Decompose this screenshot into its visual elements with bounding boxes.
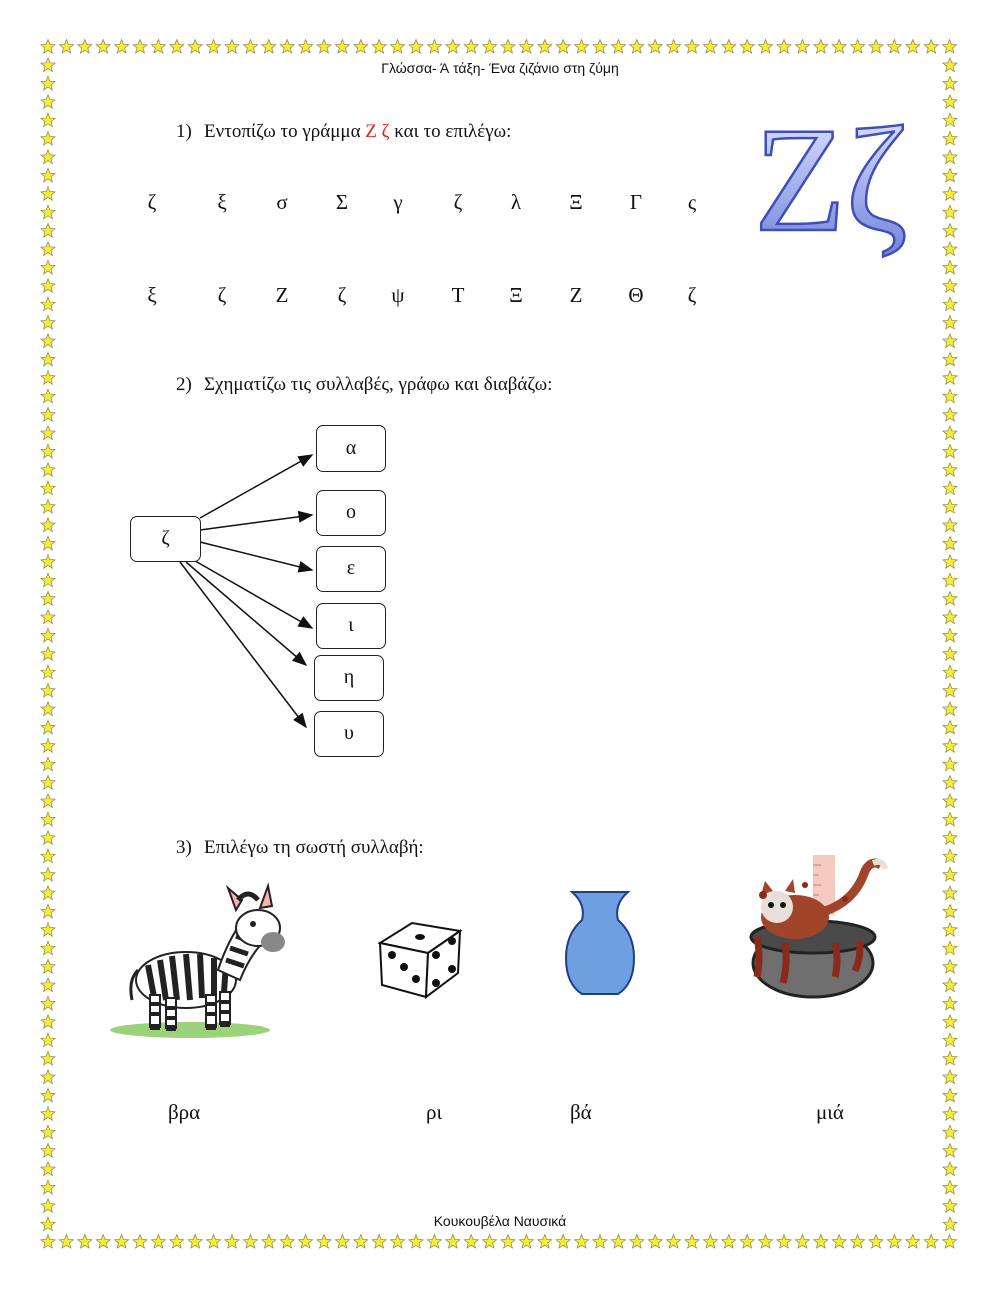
letter-choice[interactable]: Θ — [628, 283, 644, 307]
border-star — [501, 1235, 515, 1249]
border-star — [943, 242, 957, 256]
border-star — [299, 1235, 313, 1249]
border-star — [943, 573, 957, 587]
border-star — [78, 1235, 92, 1249]
syllable-target-box[interactable] — [316, 425, 386, 472]
border-star — [943, 1015, 957, 1029]
syllable-target-box[interactable] — [316, 603, 386, 649]
border-star — [41, 868, 55, 882]
border-star — [943, 76, 957, 90]
border-star — [225, 1235, 239, 1249]
letter-choice[interactable]: ψ — [391, 283, 405, 307]
border-star — [41, 1199, 55, 1213]
border-star — [611, 1235, 625, 1249]
letter-choice[interactable]: Ζ — [275, 283, 289, 307]
decor-zeta-letters — [748, 100, 918, 275]
border-star — [814, 1235, 828, 1249]
border-star — [575, 40, 589, 54]
border-star — [777, 1235, 791, 1249]
border-star — [648, 1235, 662, 1249]
border-star — [943, 923, 957, 937]
border-star — [299, 40, 313, 54]
border-star — [722, 40, 736, 54]
syllable-source-box[interactable] — [130, 516, 201, 562]
border-star — [41, 1015, 55, 1029]
exercise1-suffix: και το επιλέγω: — [389, 121, 512, 142]
border-star — [41, 168, 55, 182]
border-star — [41, 389, 55, 403]
border-star — [41, 132, 55, 146]
border-star — [943, 1162, 957, 1176]
border-star — [943, 481, 957, 495]
border-star — [115, 1235, 129, 1249]
border-star — [943, 334, 957, 348]
border-star — [41, 426, 55, 440]
border-star — [41, 224, 55, 238]
exercise2-text: Σχηματίζω τις συλλαβές, γράφω και διαβάζω: — [204, 374, 553, 395]
border-star — [446, 1235, 460, 1249]
border-star — [943, 1052, 957, 1066]
border-star — [795, 40, 809, 54]
border-star — [354, 40, 368, 54]
border-star — [41, 1033, 55, 1047]
border-star — [740, 1235, 754, 1249]
border-star — [41, 536, 55, 550]
border-star — [685, 1235, 699, 1249]
border-star — [943, 1144, 957, 1158]
border-star — [96, 1235, 110, 1249]
border-star — [41, 1088, 55, 1102]
border-star — [59, 1235, 73, 1249]
border-star — [943, 555, 957, 569]
border-star — [151, 1235, 165, 1249]
exercise1-prefix: Εντοπίζω το γράμμα — [204, 121, 366, 142]
exercise1-highlight: Ζ ζ — [365, 121, 390, 142]
letter-choice[interactable]: Γ — [629, 190, 643, 214]
border-star — [943, 996, 957, 1010]
border-star — [41, 1180, 55, 1194]
border-star — [575, 1235, 589, 1249]
border-star — [906, 40, 920, 54]
border-star — [225, 40, 239, 54]
border-star — [943, 224, 957, 238]
border-star — [41, 1125, 55, 1139]
border-star — [41, 776, 55, 790]
letter-choice[interactable]: γ — [393, 190, 403, 214]
border-star — [906, 1235, 920, 1249]
border-star — [188, 1235, 202, 1249]
border-star — [943, 1033, 957, 1047]
border-star — [41, 886, 55, 900]
border-star — [41, 573, 55, 587]
border-star — [243, 40, 257, 54]
border-star — [943, 260, 957, 274]
border-star — [78, 40, 92, 54]
border-star — [832, 40, 846, 54]
syllable-target-letter: ε — [346, 557, 356, 579]
border-star — [41, 279, 55, 293]
border-star — [446, 40, 460, 54]
border-star — [943, 868, 957, 882]
border-star — [41, 1107, 55, 1121]
zebra-picture — [108, 880, 288, 1045]
border-star — [41, 76, 55, 90]
border-star — [170, 1235, 184, 1249]
border-star — [943, 720, 957, 734]
border-star — [943, 941, 957, 955]
border-star — [943, 389, 957, 403]
syllable-target-letter: ο — [346, 501, 356, 523]
border-star — [943, 168, 957, 182]
syllable-arrow — [180, 562, 306, 727]
letter-choice[interactable]: λ — [510, 190, 522, 214]
border-star — [41, 297, 55, 311]
border-star — [943, 647, 957, 661]
syllable-target-box[interactable] — [316, 490, 386, 536]
border-star — [41, 40, 55, 54]
header-title: Γλώσσα- Ά τάξη- Ένα ζιζάνιο στη ζύμη — [381, 60, 619, 76]
cat-in-pot-picture — [735, 855, 895, 1000]
border-star — [814, 40, 828, 54]
border-star — [538, 40, 552, 54]
border-star — [943, 444, 957, 458]
border-star — [943, 978, 957, 992]
letter-choice[interactable]: σ — [276, 190, 288, 214]
exercise2-number: 2) — [176, 374, 192, 395]
border-star — [943, 518, 957, 532]
letter-choice[interactable]: ς — [687, 190, 697, 214]
border-star — [41, 113, 55, 127]
border-star — [280, 1235, 294, 1249]
syllable-word[interactable]: βά — [570, 1100, 592, 1124]
exercise2-title — [176, 374, 552, 396]
border-star — [943, 500, 957, 514]
border-star — [280, 40, 294, 54]
border-star — [943, 150, 957, 164]
border-star — [41, 849, 55, 863]
letter-choice[interactable]: Ξ — [569, 190, 583, 214]
border-star — [943, 592, 957, 606]
border-star — [593, 40, 607, 54]
syllable-target-box[interactable] — [314, 711, 384, 757]
border-star — [667, 1235, 681, 1249]
border-star — [943, 702, 957, 716]
border-star — [869, 1235, 883, 1249]
border-star — [41, 187, 55, 201]
border-star — [41, 720, 55, 734]
border-star — [41, 334, 55, 348]
border-star — [41, 1144, 55, 1158]
border-star — [41, 978, 55, 992]
border-star — [372, 40, 386, 54]
border-star — [317, 1235, 331, 1249]
border-star — [593, 1235, 607, 1249]
border-star — [556, 1235, 570, 1249]
border-star — [41, 812, 55, 826]
border-star — [41, 647, 55, 661]
border-star — [483, 40, 497, 54]
border-star — [464, 40, 478, 54]
border-star — [41, 592, 55, 606]
border-star — [943, 352, 957, 366]
border-star — [41, 739, 55, 753]
border-star — [41, 205, 55, 219]
border-star — [409, 1235, 423, 1249]
syllable-target-letter: υ — [344, 722, 354, 744]
syllable-target-letter: α — [345, 437, 357, 459]
border-star — [59, 40, 73, 54]
border-star — [943, 1070, 957, 1084]
letter-choice[interactable]: Σ — [335, 190, 349, 214]
exercise1-title — [176, 121, 511, 143]
border-star — [943, 426, 957, 440]
border-star — [41, 444, 55, 458]
syllable-arrow — [200, 515, 312, 530]
border-star — [943, 132, 957, 146]
border-star — [41, 408, 55, 422]
syllable-word[interactable]: βρα — [168, 1100, 201, 1124]
syllable-word[interactable]: μιά — [816, 1100, 844, 1124]
border-star — [41, 260, 55, 274]
syllable-target-box[interactable] — [316, 546, 386, 592]
border-star — [41, 1162, 55, 1176]
border-star — [943, 812, 957, 826]
border-star — [887, 1235, 901, 1249]
border-star — [703, 40, 717, 54]
border-star — [41, 463, 55, 477]
border-star — [41, 702, 55, 716]
border-star — [943, 776, 957, 790]
border-star — [869, 40, 883, 54]
border-star — [207, 1235, 221, 1249]
border-star — [41, 500, 55, 514]
border-star — [943, 831, 957, 845]
exercise3-title — [176, 837, 424, 859]
border-star — [943, 739, 957, 753]
border-star — [943, 904, 957, 918]
border-star — [943, 886, 957, 900]
border-star — [943, 205, 957, 219]
border-star — [243, 1235, 257, 1249]
border-star — [648, 40, 662, 54]
border-star — [41, 481, 55, 495]
letter-choice[interactable]: ζ — [147, 190, 157, 214]
border-star — [703, 1235, 717, 1249]
border-star — [722, 1235, 736, 1249]
border-star — [943, 757, 957, 771]
border-star — [41, 757, 55, 771]
border-star — [943, 1107, 957, 1121]
border-star — [41, 555, 55, 569]
border-star — [41, 794, 55, 808]
border-star — [41, 610, 55, 624]
border-star — [501, 40, 515, 54]
border-star — [41, 371, 55, 385]
border-star — [41, 904, 55, 918]
border-star — [943, 536, 957, 550]
letter-choice[interactable]: ξ — [217, 190, 227, 214]
exercise1-number: 1) — [176, 121, 192, 142]
border-star — [943, 665, 957, 679]
border-star — [943, 684, 957, 698]
border-star — [851, 1235, 865, 1249]
border-star — [519, 1235, 533, 1249]
border-star — [41, 242, 55, 256]
border-star — [943, 960, 957, 974]
letter-choice[interactable]: ζ — [453, 190, 463, 214]
letter-choice[interactable]: ξ — [147, 283, 157, 307]
border-star — [96, 40, 110, 54]
border-star — [372, 1235, 386, 1249]
border-star — [667, 40, 681, 54]
border-star — [41, 665, 55, 679]
border-star — [133, 1235, 147, 1249]
border-star — [41, 684, 55, 698]
border-star — [943, 279, 957, 293]
border-star — [759, 1235, 773, 1249]
border-star — [556, 40, 570, 54]
border-star — [943, 408, 957, 422]
border-star — [427, 40, 441, 54]
letter-choice[interactable]: ζ — [337, 283, 347, 307]
border-star — [943, 849, 957, 863]
border-star — [151, 40, 165, 54]
letter-choice[interactable]: Ξ — [509, 283, 523, 307]
dice-picture — [372, 915, 467, 1000]
border-star — [943, 371, 957, 385]
border-star — [41, 150, 55, 164]
border-star — [943, 1180, 957, 1194]
border-star — [943, 1235, 957, 1249]
border-star — [924, 40, 938, 54]
syllable-arrow — [200, 542, 312, 570]
border-star — [41, 1235, 55, 1249]
border-star — [519, 40, 533, 54]
letter-choice[interactable]: ζ — [217, 283, 227, 307]
border-star — [538, 1235, 552, 1249]
border-star — [41, 1052, 55, 1066]
border-star — [943, 113, 957, 127]
border-star — [740, 40, 754, 54]
border-star — [464, 1235, 478, 1249]
border-star — [317, 40, 331, 54]
border-star — [887, 40, 901, 54]
border-star — [943, 610, 957, 624]
border-star — [409, 40, 423, 54]
border-star — [832, 1235, 846, 1249]
border-star — [924, 1235, 938, 1249]
border-star — [41, 960, 55, 974]
border-star — [943, 1199, 957, 1213]
border-star — [483, 1235, 497, 1249]
border-star — [335, 1235, 349, 1249]
border-star — [41, 941, 55, 955]
footer-author: Κουκουβέλα Ναυσικά — [433, 1213, 567, 1229]
syllable-source-letter: ζ — [161, 527, 170, 549]
syllable-target-box[interactable] — [314, 655, 384, 701]
border-star — [170, 40, 184, 54]
syllable-arrow — [200, 455, 312, 518]
decor-letters-text: Ζζ — [754, 100, 908, 263]
border-star — [630, 1235, 644, 1249]
border-star — [41, 1070, 55, 1084]
letter-choice[interactable]: ζ — [687, 283, 697, 307]
syllable-word[interactable]: ρι — [426, 1100, 443, 1124]
border-star — [41, 352, 55, 366]
border-star — [943, 40, 957, 54]
border-star — [133, 40, 147, 54]
syllable-target-letter: ι — [348, 614, 354, 636]
border-star — [207, 40, 221, 54]
border-star — [943, 1088, 957, 1102]
border-star — [188, 40, 202, 54]
letter-choice[interactable]: Ζ — [569, 283, 583, 307]
border-star — [943, 794, 957, 808]
border-star — [41, 518, 55, 532]
exercise3-text: Επιλέγω τη σωστή συλλαβή: — [204, 837, 424, 858]
border-star — [943, 187, 957, 201]
border-star — [391, 1235, 405, 1249]
border-star — [943, 297, 957, 311]
border-star — [427, 1235, 441, 1249]
letter-choice[interactable]: Τ — [451, 283, 465, 307]
border-star — [41, 95, 55, 109]
border-star — [115, 40, 129, 54]
border-star — [41, 831, 55, 845]
border-star — [943, 463, 957, 477]
border-star — [777, 40, 791, 54]
border-star — [391, 40, 405, 54]
border-star — [943, 95, 957, 109]
border-star — [759, 40, 773, 54]
border-star — [851, 40, 865, 54]
vase-picture — [560, 888, 640, 998]
border-star — [611, 40, 625, 54]
border-star — [354, 1235, 368, 1249]
border-star — [41, 996, 55, 1010]
border-star — [41, 923, 55, 937]
border-star — [943, 628, 957, 642]
border-star — [41, 628, 55, 642]
border-star — [685, 40, 699, 54]
border-star — [795, 1235, 809, 1249]
border-star — [262, 40, 276, 54]
syllable-target-letter: η — [343, 666, 355, 688]
border-star — [41, 316, 55, 330]
exercise3-number: 3) — [176, 837, 192, 858]
border-star — [335, 40, 349, 54]
border-star — [943, 316, 957, 330]
border-star — [943, 1125, 957, 1139]
border-star — [262, 1235, 276, 1249]
border-star — [630, 40, 644, 54]
